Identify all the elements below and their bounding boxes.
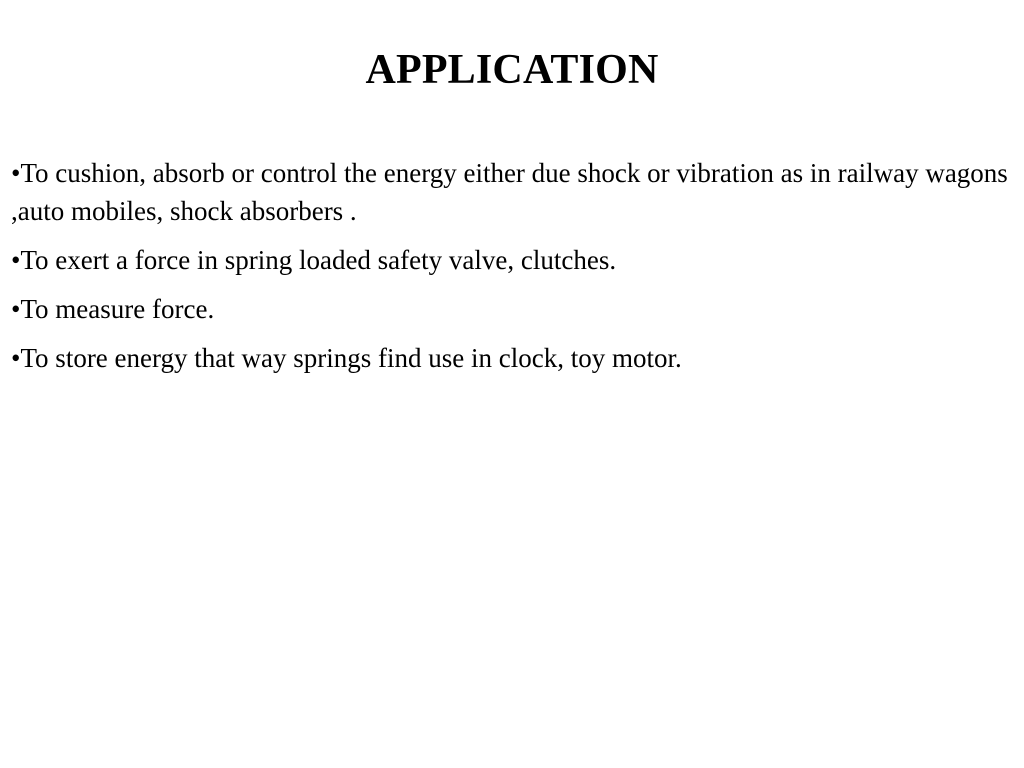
- bullet-text: To exert a force in spring loaded safety valve, clutches.: [20, 245, 617, 275]
- bullet-dot-icon: •: [11, 158, 21, 188]
- bullet-text: To measure force.: [20, 294, 215, 324]
- bullet-dot-icon: •: [11, 245, 21, 275]
- bullet-dot-icon: •: [11, 343, 21, 373]
- bullet-list: [11, 154, 1019, 388]
- bullet-dot-icon: •: [11, 294, 21, 324]
- bullet-text: To store energy that way springs find use in clock, toy motor.: [20, 343, 682, 373]
- bullet-item-store-energy: [11, 339, 1019, 377]
- bullet-item-cushion: [11, 154, 1019, 230]
- bullet-text: To cushion, absorb or control the energy either due shock or vibration as in railway wagons ,auto mobiles, shock absorbers .: [11, 158, 1008, 226]
- slide-title: APPLICATION: [365, 47, 659, 93]
- bullet-item-measure-force: [11, 290, 1019, 328]
- bullet-item-exert-force: [11, 241, 1019, 279]
